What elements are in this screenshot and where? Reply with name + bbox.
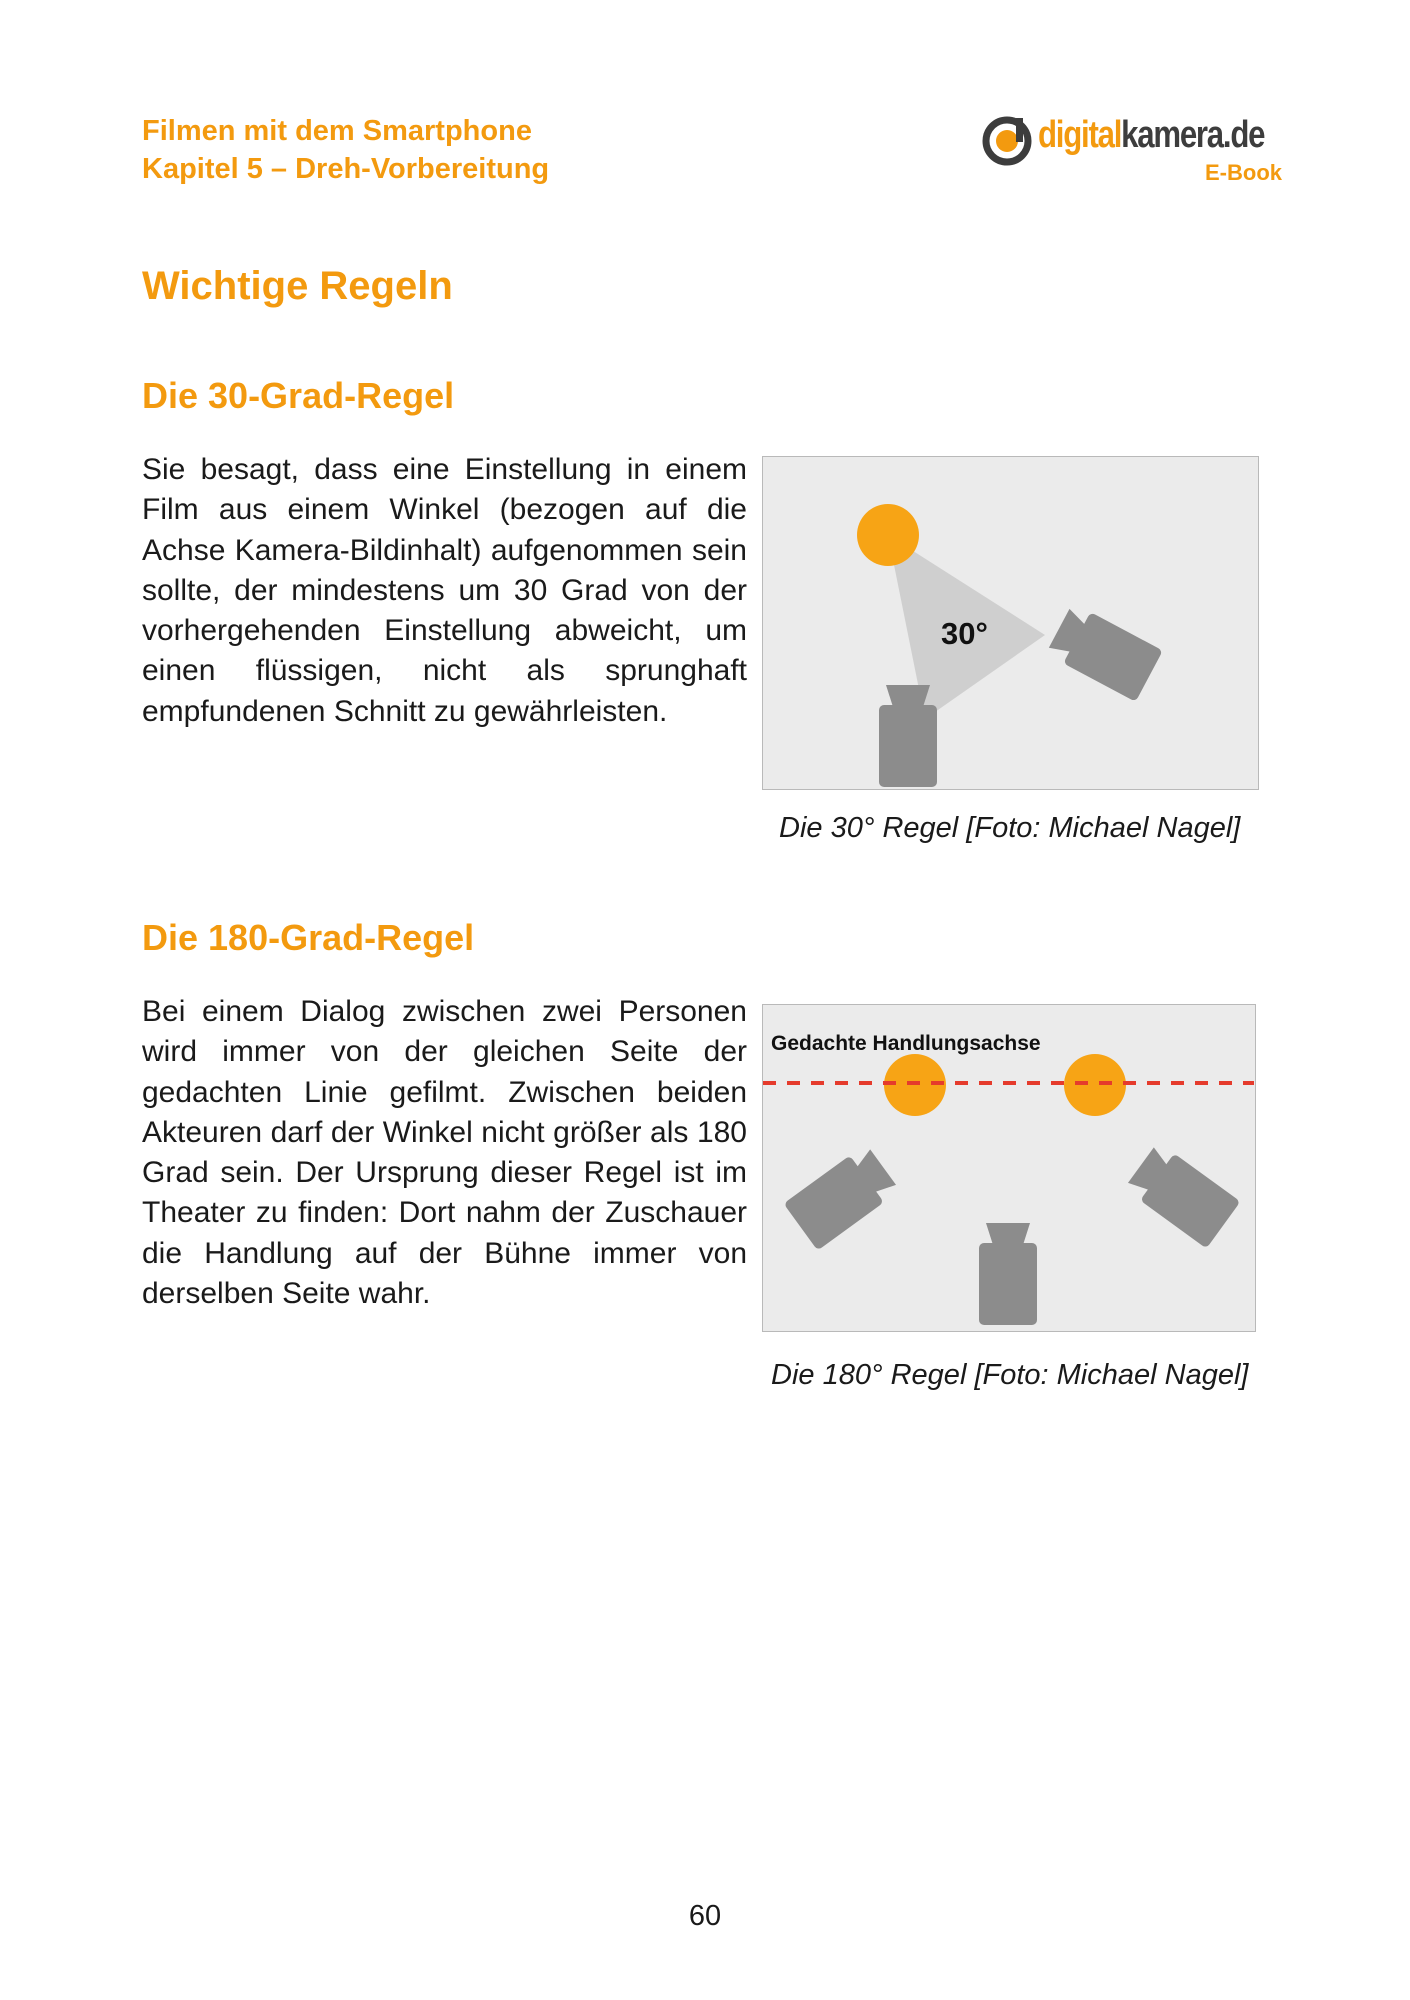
figure-180-grad <box>762 1004 1256 1332</box>
camera-left-icon <box>784 1144 901 1251</box>
section-paragraph-180-grad: Bei einem Dialog zwischen zwei Personen wird immer von der gleichen Seite der gedachten Linie gefilmt. Zwischen beiden Akteuren darf der Winkel nicht größer als 180 Grad sein. Der Ursprung dieser Regel ist im Theater zu finden: Dort nahm der Zuschauer die Handlung auf der Bühne immer von derselben Seite wahr. <box>142 995 747 1311</box>
section-heading-30-grad: Die 30-Grad-Regel <box>142 375 455 416</box>
camera-right-icon <box>1124 1142 1241 1249</box>
logo-text-kamera: kamera.de <box>1121 114 1265 156</box>
caption-180-grad: Die 180° Regel [Foto: Michael Nagel] <box>771 1359 1249 1391</box>
logo <box>982 112 1282 192</box>
angle-label: 30° <box>941 616 988 651</box>
chapter-title: Kapitel 5 – Dreh-Vorbereitung <box>142 153 550 185</box>
logo-subtitle: E-Book <box>1205 160 1282 185</box>
page-header <box>142 112 1282 192</box>
camera-center-icon <box>979 1223 1037 1325</box>
book-title: Filmen mit dem Smartphone <box>142 115 532 147</box>
logo-text-digital: digital <box>1038 114 1122 156</box>
logo-lens-icon <box>982 116 1032 166</box>
actor-right-circle <box>1064 1054 1126 1116</box>
caption-30-grad: Die 30° Regel [Foto: Michael Nagel] <box>779 812 1241 844</box>
axis-label: Gedachte Handlungsachse <box>771 1032 1041 1055</box>
section-paragraph-30-grad: Sie besagt, dass eine Einstellung in einem Film aus einem Winkel (bezogen auf die Achse Kamera-Bildinhalt) aufgenommen sein sollte, der mindestens um 30 Grad von der vorhergehenden Einstellung abweicht, um einen flüssigen, nicht als sprunghaft empfundenen Schnitt zu gewährleisten. <box>142 453 747 728</box>
page-number: 60 <box>688 1900 722 1932</box>
diagram-30-grad <box>763 457 1257 788</box>
logo-wordmark <box>1038 114 1264 157</box>
figure-30-grad <box>762 456 1259 790</box>
diagram-180-grad <box>763 1005 1254 1330</box>
subject-circle <box>857 504 919 566</box>
camera-side-icon <box>1046 603 1163 702</box>
section-heading-180-grad: Die 180-Grad-Regel <box>142 917 475 958</box>
page-title: Wichtige Regeln <box>142 264 453 308</box>
